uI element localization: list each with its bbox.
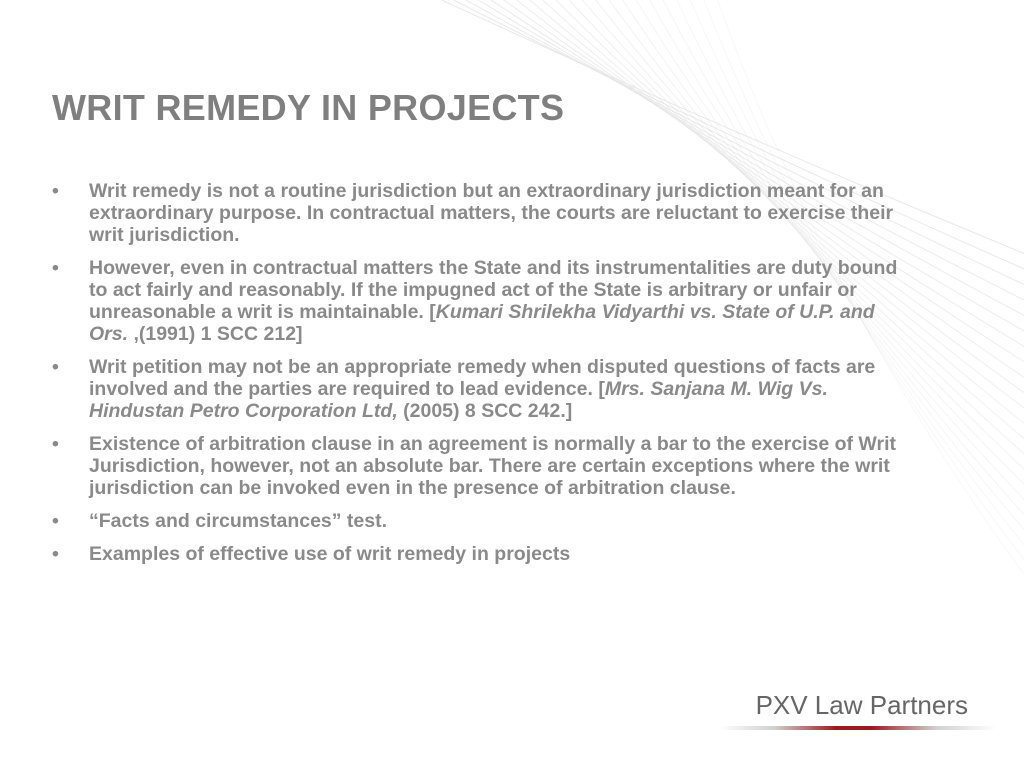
brand-logo xyxy=(720,686,996,736)
bullet-text: However, even in contractual matters the State and its instrumentalities are duty bound to act fairly and reasonably. If the impugned act of the State is arbitrary or unfair or unreasonable a writ is maintainable. [ xyxy=(89,257,898,323)
bullet-item xyxy=(52,510,902,532)
bullet-item xyxy=(52,180,902,246)
bullet-text: Writ remedy is not a routine jurisdiction but an extraordinary jurisdiction meant for an extraordinary purpose. In contractual matters, the courts are reluctant to exercise their writ jurisdiction. xyxy=(89,180,894,246)
bullet-text: “Facts and circumstances” test. xyxy=(89,510,388,532)
bullet-marker: • xyxy=(52,543,59,565)
brand-underline-bar xyxy=(720,726,996,730)
bullet-item xyxy=(52,433,902,499)
bullet-marker: • xyxy=(52,356,59,378)
bullet-list xyxy=(52,180,902,576)
bullet-text: Examples of effective use of writ remedy in projects xyxy=(89,543,571,565)
case-name: Mrs. Sanjana M. Wig Vs. Hindustan Petro Corporation Ltd, xyxy=(89,378,828,422)
bullet-marker: • xyxy=(52,180,59,202)
bullet-marker: • xyxy=(52,510,59,532)
bullet-item xyxy=(52,356,902,422)
case-name: Kumari Shrilekha Vidyarthi vs. State of U.P. and Ors. xyxy=(89,301,875,345)
case-citation: ,(1991) 1 SCC 212] xyxy=(128,323,303,345)
bullet-item xyxy=(52,257,902,345)
brand-name: PXV Law Partners xyxy=(755,690,968,720)
slide-title: WRIT REMEDY IN PROJECTS xyxy=(52,87,565,128)
bullet-marker: • xyxy=(52,257,59,279)
bullet-item xyxy=(52,543,902,565)
case-citation: (2005) 8 SCC 242.] xyxy=(397,400,573,422)
bullet-text: Writ petition may not be an appropriate remedy when disputed questions of facts are involved and the parties are required to lead evidence. [ xyxy=(89,356,876,400)
bullet-marker: • xyxy=(52,433,59,455)
bullet-text: Existence of arbitration clause in an agreement is normally a bar to the exercise of Writ Jurisdiction, however, not an absolute bar. There are certain exceptions where the writ jurisdiction can be invoked even in the presence of arbitration clause. xyxy=(89,433,896,499)
